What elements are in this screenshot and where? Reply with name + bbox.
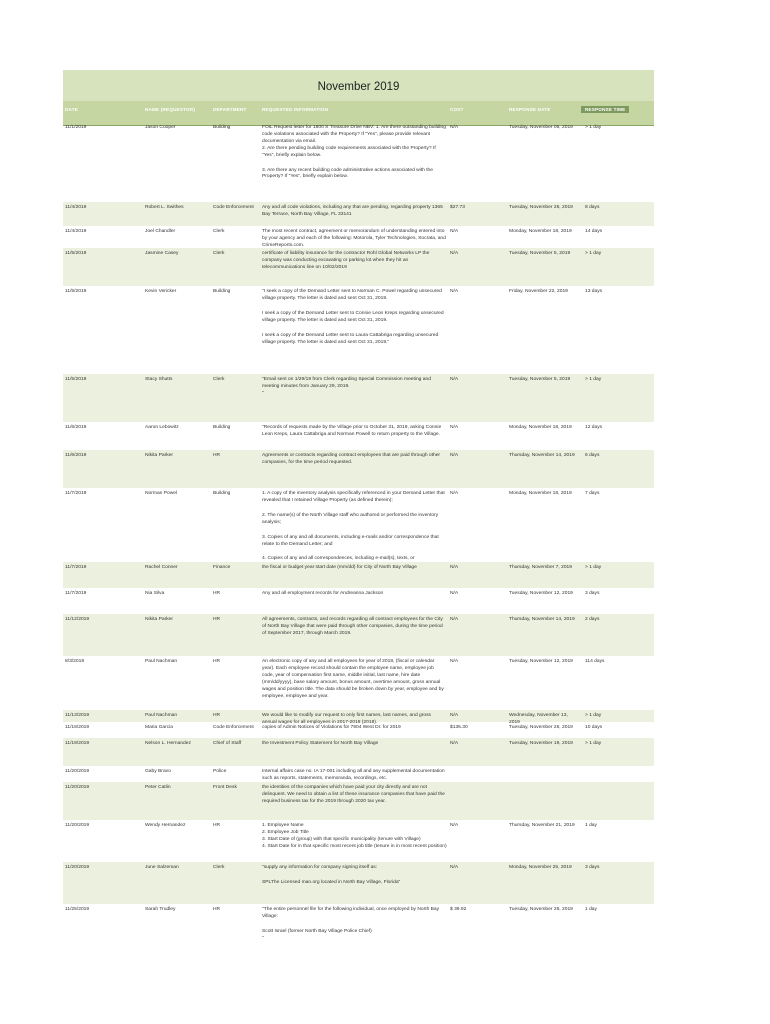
cell-requestor: Jason Cooper [145,125,176,130]
header-response-date: RESPONSE DATE [509,107,551,112]
cell-response-time: 2 days [585,617,600,622]
cell-requestor: Kevin Vericker [145,289,177,294]
cell-requestor: Paul Nachman [145,659,178,664]
header-response-time: RESPONSE TIME [581,106,629,113]
info-paragraph: "supply any information for company signing itself as: [262,865,378,870]
cell-response-time: 14 days [585,229,603,234]
cell-cost: N/A [450,565,459,570]
info-paragraph: "Email sent on 1/29/19 from Clerk regarding Special Commission meeting and meeting minutes from January 29, 2019. " [262,377,431,396]
cell-response-time: 3 days [585,591,600,596]
cell-requestor: Nelson L. Hernandez [145,741,191,746]
cell-requested-information [262,377,447,406]
info-paragraph: 1. Employee Name 2. Employee Job Title 3. Start Date of (group) with that specific municipality (tenure with Village) 4. Start Date for in that specific most recent job title (tenure in in most recent position) [262,823,447,849]
cell-department: HR [213,617,221,622]
info-paragraph: Scott Israel (former North Bay Village Police Chief) " [262,928,372,941]
cell-cost: $27.73 [450,205,465,210]
header-requested-information: REQUESTED INFORMATION [262,107,329,112]
cell-requestor: Nikita Parker [145,453,173,458]
cell-date: 11/7/2019 [65,491,87,496]
cell-date: 11/6/2019 [65,425,87,430]
cell-requested-information [262,907,447,951]
cell-cost: N/A [450,591,459,596]
cell-response-time: 10 days [585,725,603,730]
cell-department: Chief of Staff [213,741,242,746]
table-row [63,422,654,450]
cell-requested-information [262,565,447,580]
cell-response-time: > 1 day [585,377,602,382]
info-paragraph: 3. Are there any recent building code administrative actions associated with the Property? If "Yes", briefly explain below. [262,167,433,180]
cell-requestor: Rachel Conner [145,565,178,570]
cell-response-time: 13 days [585,289,603,294]
title-band [63,70,654,101]
cell-cost: N/A [450,229,459,234]
cell-response-time: 114 days [585,659,605,664]
table-row [63,488,654,562]
cell-requestor: Nia Silva [145,591,165,596]
table-row [63,588,654,614]
cell-response-date: Tuesday, November 26, 2019 [509,725,573,730]
cell-response-date: Thursday, November 21, 2019 [509,823,575,828]
cell-department: Front Desk [213,785,237,790]
cell-date: 11/20/2019 [65,769,90,774]
cell-cost: $135.30 [450,725,468,730]
cell-date: 8/3/2019 [65,659,85,664]
table-row [63,374,654,422]
cell-requestor: Paul Nachman [145,713,178,718]
cell-department: Code Enforcement [213,725,254,730]
info-paragraph: "Records of requests made by the Village prior to October 31, 2019, asking Connie Leon Kreps, Laura Cattabriga and Norman Powell to return property to the Village. [262,425,442,437]
header-department: DEPARTMENT [213,107,247,112]
cell-response-date: Monday, November 18, 2019 [509,425,572,430]
info-paragraph: I seek a copy of the Demand Letter sent to Laura Cattabriga regarding unsecured village property. The letter is dated and sent Oct 31, 2019." [262,332,439,345]
cell-response-date: Tuesday, November 26, 2019 [509,907,573,912]
cell-cost: N/A [450,713,459,718]
info-paragraph: the fiscal or budget year start date (mm/dd) for City of North Bay Village [262,565,417,570]
cell-department: HR [213,453,221,458]
info-paragraph: the Investment Policy Statement for North Bay Village [262,741,379,746]
table-row [63,122,654,202]
cell-requestor: Nikita Parker [145,617,173,622]
table-row [63,614,654,656]
cell-cost: N/A [450,377,459,382]
cell-requested-information [262,823,447,859]
cell-response-time: 7 days [585,491,600,496]
cell-response-date: Tuesday, November 26, 2019 [509,205,573,210]
table-row [63,562,654,588]
cell-cost: N/A [450,425,459,430]
cell-cost: N/A [450,659,459,664]
cell-response-date: Tuesday, November 19, 2019 [509,741,573,746]
cell-cost: N/A [450,741,459,746]
table-row [63,904,654,1024]
info-paragraph: 3. Copies of any and all documents, including e-mails and/or correspondence that relate to the Demand Letter; and [262,534,439,547]
cell-date: 11/4/2019 [65,205,87,210]
header-name: NAME (REQUESTOR) [145,107,196,112]
cell-department: HR [213,713,221,718]
cell-department: HR [213,659,221,664]
cell-requestor: Gaby Bravo [145,769,171,774]
cell-department: HR [213,823,221,828]
cell-requested-information [262,491,447,571]
cell-cost: N/A [450,617,459,622]
cell-requestor: Peter Catlin [145,785,171,790]
cell-requested-information [262,741,447,756]
info-paragraph: I seek a copy of the Demand Letter sent to Connie Leon Kreps regarding unsecured village property. The letter is dated and sent Oct 31, 2019. [262,310,444,323]
cell-requestor: Robert L. Swithes [145,205,184,210]
info-paragraph: 1. A copy of the inventory analysis specifically referenced in your Demand Letter that revealed that I retained Village Property (as defined therein); [262,491,445,503]
info-paragraph: Any and all employment records for Andreanna Jackson [262,591,384,596]
info-paragraph: Internal affairs case no. IA 17-001 including all and any supplemental documentation such as reports, statements, memoranda, recordings, etc. [262,769,445,781]
header-date: DATE [65,107,78,112]
cell-response-time: > 1 day [585,713,602,718]
cell-department: HR [213,591,221,596]
cell-cost: N/A [450,453,459,458]
info-paragraph: An electronic copy of any and all employees for year of 2018, (fiscal or calendar year). Each employee record should contain the employee name, employee job code, year of compensation first name, middle initial, last name, hire date (mm/dd/yyyy), base salary amount, bonus amount, overtime amount, gross annual wages and position title. The data should be broken down by year, employee and by employee, employee and year. [262,659,444,699]
cell-response-date: Tuesday, November 12, 2019 [509,659,573,664]
cell-department: Clerk [213,865,225,870]
cell-date: 11/12/2019 [65,617,90,622]
cell-date: 11/5/2019 [65,377,87,382]
cell-response-time: 6 days [585,453,600,458]
cell-requestor: Joel Chandler [145,229,176,234]
info-paragraph: We would like to modify our request to only first names, last names, and gross annual wages for all employees in 2017-2018 (2018). [262,713,431,725]
cell-requested-information [262,289,447,354]
cell-requested-information [262,865,447,895]
table-row [63,656,654,710]
cell-requestor: Aaron Lebowitz [145,425,179,430]
cell-response-time: 3 days [585,865,600,870]
cell-response-date: Friday, November 22, 2019 [509,289,568,294]
cell-response-time: > 1 day [585,565,602,570]
cell-requested-information [262,425,447,447]
cell-response-date: Monday, November 18, 2019 [509,491,572,496]
cell-department: Building [213,125,231,130]
cell-response-date: Monday, November 25, 2019 [509,865,572,870]
cell-date: 11/4/2019 [65,229,87,234]
info-paragraph: 4. Copies of any and all correspondences, including e-mail(s), texts, or [262,556,415,562]
cell-requested-information [262,617,447,646]
cell-requestor: Sarah Trudley [145,907,176,912]
cell-department: Building [213,289,231,294]
cell-date: 11/18/2019 [65,725,90,730]
table-row [63,738,654,766]
cell-date: 11/7/2019 [65,591,87,596]
cell-requestor: Jasmine Casey [145,251,179,256]
cell-department: Police [213,769,227,774]
table-row [63,722,654,738]
table-row [63,766,654,782]
table-row [63,248,654,286]
cell-department: Building [213,425,231,430]
info-paragraph: copies of Admin Notices of Violations for 7904 West Dr. for 2019 [262,725,401,730]
info-paragraph: Any and all code violations, including any that are pending, regarding property 1365 Bay Terrace, North Bay Village, FL 33141 [262,205,443,217]
table-row [63,226,654,248]
cell-date: 11/20/2019 [65,823,90,828]
cell-department: Finance [213,565,231,570]
cell-cost: N/A [450,125,459,130]
cell-department: Building [213,491,231,496]
cell-requested-information [262,205,447,227]
cell-cost: $ 39.92 [450,907,467,912]
cell-cost: N/A [450,289,459,294]
cell-date: 11/7/2019 [65,565,87,570]
info-paragraph: "I seek a copy of the Demand Letter sent to Norman C. Powel regarding unsecured village property. The letter is dated and sent Oct 31, 2019. [262,289,442,301]
cell-date: 11/6/2019 [65,453,87,458]
cell-response-date: Tuesday, November 12, 2019 [509,591,573,596]
cell-department: HR [213,907,221,912]
cell-date: 11/20/2019 [65,865,90,870]
cell-requestor: June Salzeman [145,865,179,870]
info-paragraph: FOIL Request letter for 1800 S Treasure Drive NBV: 1. Are there outstanding building code violations associated with the Property? If "Yes", please provide relevant documentation via email. 2. Are there pending building code requirements associated with the Property? If "Yes", briefly explain below. [262,125,446,158]
info-paragraph: "The entire personnel file for the following individual, once employed by North Bay Village: [262,907,440,919]
info-paragraph: All agreements, contracts, and records regarding all contract employees for the City of North Bay Village that were paid through other companies, during the time period of September 2017, through March 2019. [262,617,443,636]
cell-department: Clerk [213,251,225,256]
cell-cost: N/A [450,251,459,256]
table-row [63,862,654,904]
cell-requested-information [262,659,447,708]
cell-response-date: Tuesday, November 5, 2019 [509,377,571,382]
cell-date: 11/5/2019 [65,289,87,294]
cell-requestor: Norman Powel [145,491,178,496]
cell-date: 11/19/2019 [65,741,90,746]
cell-requestor: Wendy Hernandez [145,823,186,828]
cell-response-date: Thursday, November 7, 2019 [509,565,572,570]
cell-response-time: > 1 day [585,251,602,256]
cell-date: 11/1/2019 [65,125,87,130]
cell-response-date: Thursday, November 14, 2019 [509,617,575,622]
cell-department: Clerk [213,377,225,382]
sheet-title: November 2019 [317,81,400,93]
cell-response-date: Thursday, November 14, 2019 [509,453,575,458]
cell-requested-information [262,453,447,475]
cell-response-date: Tuesday, November 05, 2019 [509,125,573,130]
cell-response-time: 12 days [585,425,603,430]
header-cost: COST [450,107,464,112]
table-row [63,450,654,488]
cell-department: Code Enforcement [213,205,254,210]
cell-cost: N/A [450,823,459,828]
table-row [63,782,654,820]
cell-response-date: Monday, November 18, 2019 [509,229,572,234]
cell-cost: N/A [450,865,459,870]
cell-response-time: 1 day [585,907,597,912]
cell-response-time: > 1 day [585,741,602,746]
table-row [63,202,654,226]
table-row [63,710,654,725]
info-paragraph: Agreements or contracts regarding contract employees that are paid through other companies, for the time period requested. [262,453,441,465]
cell-cost: N/A [450,491,459,496]
info-paragraph: the identities of the companies which have paid your city directly and are not delinquent. We need to obtain a list of these insurance companies that have paid the required business tax for the 2019 through 2020 tax year. [262,785,445,804]
cell-response-date: Wednesday, November 13, 2019 [509,713,568,725]
cell-date: 11/25/2019 [65,907,90,912]
cell-date: 11/20/2019 [65,785,90,790]
info-paragraph: The most recent contract, agreement or memorandum of understanding entered into by your agency and each of the following: Motorola, Tyler Technologies, Socrata, and CrimeReports.com. [262,229,446,248]
cell-department: Clerk [213,229,225,234]
cell-date: 11/5/2019 [65,251,87,256]
cell-response-time: 8 days [585,205,600,210]
cell-requestor: Maria Garcia [145,725,173,730]
table-row [63,286,654,374]
cell-response-time: 1 day [585,823,597,828]
cell-requestor: Stacy Shutts [145,377,173,382]
cell-date: 11/13/2019 [65,713,90,718]
cell-response-date: Tuesday, November 5, 2019 [509,251,571,256]
info-paragraph: SPLThe Licensed man.org located in North Bay Village, Florida" [262,879,401,885]
cell-response-time: > 1 day [585,125,602,130]
cell-requested-information [262,785,447,814]
info-paragraph: 2. The name(s) of the North Village staff who authored or performed the inventory analysis; [262,512,439,525]
info-paragraph: certificate of liability insurance for the contractor Rohl Global Networks LP the company was conducting excavating or parking lot when they hit an telecommunications line on 10/02/2019 [262,251,430,270]
cell-requested-information [262,591,447,606]
table-row [63,820,654,862]
cell-requested-information [262,125,447,189]
cell-requested-information [262,251,447,280]
